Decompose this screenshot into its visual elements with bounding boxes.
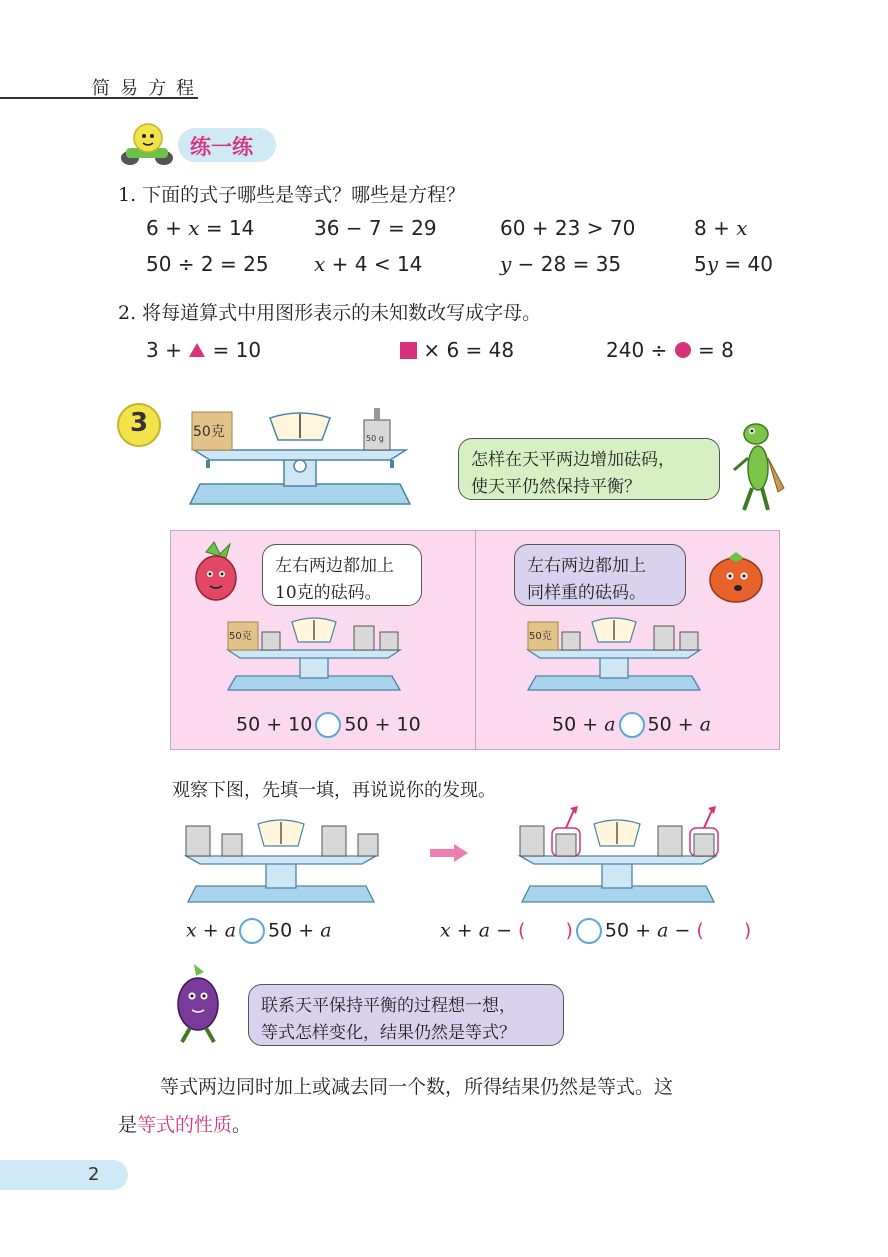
conclusion-line-1: 等式两边同时加上或减去同一个数，所得结果仍然是等式。这 — [160, 1076, 674, 1098]
eggplant-mascot-icon — [160, 960, 236, 1044]
left-panel-bubble: 左右两边都加上 10克的砝码。 — [262, 544, 422, 606]
q1-row2-item2: x + 4 < 14 — [314, 252, 423, 276]
q1-row1-item4: 8 + x — [694, 216, 748, 240]
main-weight-50g-label: 50 g — [366, 434, 384, 443]
right-panel-equation: 50 + a 50 + a — [552, 712, 711, 738]
q2-eq1: 3 + = 10 — [146, 338, 262, 362]
practice-mascot-icon — [112, 118, 182, 168]
q2-text: 2. 将每道算式中用图形表示的未知数改写成字母。 — [118, 302, 542, 324]
grasshopper-mascot-icon — [726, 418, 790, 514]
property-term: 等式的性质 — [137, 1114, 233, 1136]
q1-row1-item3: 60 + 23 > 70 — [500, 216, 636, 240]
page-number-tab — [0, 1160, 128, 1190]
q1-row1-item2: 36 − 7 = 29 — [314, 216, 437, 240]
left-panel-weight-label: 50克 — [229, 631, 252, 642]
panel-divider — [475, 530, 476, 750]
page-number: 2 — [88, 1164, 100, 1185]
compare-blank-circle[interactable] — [576, 918, 602, 944]
q1-text: 1. 下面的式子哪些是等式？哪些是方程？ — [118, 184, 466, 206]
square-icon — [400, 342, 417, 359]
main-weight-50-label: 50克 — [193, 424, 225, 440]
q1-row2-item1: 50 ÷ 2 = 25 — [146, 252, 269, 276]
think-bubble: 联系天平保持平衡的过程想一想， 等式怎样变化，结果仍然是等式？ — [248, 984, 564, 1046]
compare-blank-circle[interactable] — [315, 712, 341, 738]
triangle-icon — [188, 342, 206, 358]
right-panel-bubble: 左右两边都加上 同样重的砝码。 — [514, 544, 686, 606]
arrow-right-icon — [430, 844, 468, 862]
q1-row2-item3: y − 28 = 35 — [500, 252, 622, 276]
q2-eq2: × 6 = 48 — [400, 338, 514, 362]
observe-text: 观察下图，先填一填，再说说你的发现。 — [172, 780, 496, 801]
balance-scale-main — [180, 400, 420, 510]
question-bubble: 怎样在天平两边增加砝码， 使天平仍然保持平衡？ — [458, 438, 720, 500]
before-equation: x + a 50 + a — [186, 918, 332, 944]
radish-mascot-icon — [186, 540, 250, 610]
q1-row1-item1: 6 + x = 14 — [146, 216, 255, 240]
compare-blank-circle[interactable] — [619, 712, 645, 738]
balance-scale-after — [508, 806, 728, 906]
conclusion-line-2: 是等式的性质。 — [118, 1114, 252, 1136]
practice-label: 练一练 — [190, 135, 253, 159]
balance-scale-before — [176, 812, 386, 906]
q2-eq3: 240 ÷ = 8 — [606, 338, 734, 362]
right-panel-weight-label: 50克 — [529, 631, 552, 642]
tomato-mascot-icon — [698, 548, 774, 608]
q1-row2-item4: 5y = 40 — [694, 252, 773, 276]
left-panel-equation: 50 + 10 50 + 10 — [236, 712, 421, 738]
header-title: 简易方程 — [92, 78, 204, 99]
balance-scale-right-panel — [518, 610, 710, 694]
example-number: 3 — [130, 408, 149, 438]
compare-blank-circle[interactable] — [239, 918, 265, 944]
after-equation: x + a − ( ) 50 + a − ( ) — [440, 918, 751, 944]
circle-icon — [674, 341, 692, 359]
balance-scale-left-panel — [218, 610, 410, 694]
